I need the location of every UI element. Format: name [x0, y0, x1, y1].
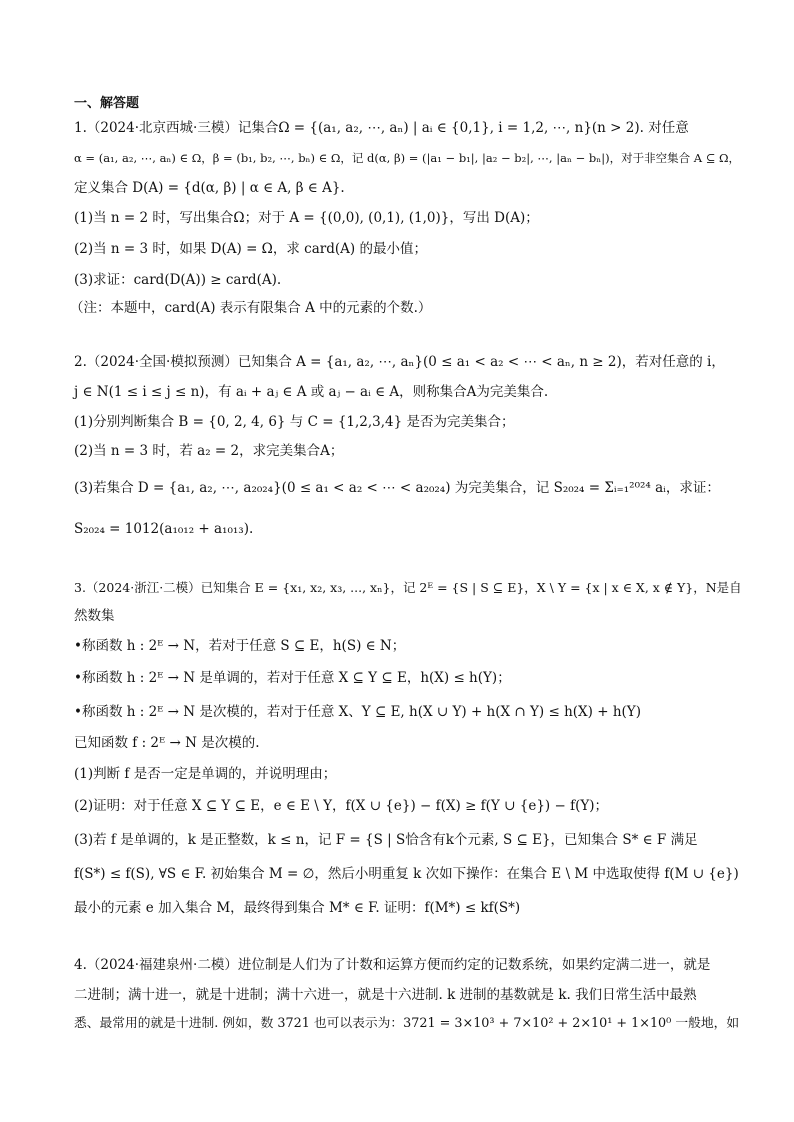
- section-title: 一、解答题: [74, 96, 140, 111]
- problem-2-line-2: j ∈ N(1 ≤ i ≤ j ≤ n)，有 aᵢ + aⱼ ∈ A 或 aⱼ − aᵢ ∈ A，则称集合A为完美集合.: [74, 384, 549, 400]
- problem-3-part-3-cont: f(S*) ≤ f(S), ∀S ∈ F. 初始集合 M = ∅，然后小明重复 k 次如下操作：在集合 E \ M 中选取使得 f(M ∪ {e}): [74, 866, 739, 882]
- problem-2-line-1: 2.（2024·全国·模拟预测）已知集合 A = {a₁, a₂, ⋯, aₙ}(0 ≤ a₁ < a₂ < ⋯ < aₙ, n ≥ 2)，若对任意的 i，: [74, 354, 725, 370]
- problem-3-part-2: (2)证明：对于任意 X ⊆ Y ⊆ E，e ∈ E \ Y，f(X ∪ {e}) − f(X) ≥ f(Y ∪ {e}) − f(Y)；: [74, 798, 609, 814]
- problem-3-bullet-1: •称函数 h : 2ᴱ → N，若对于任意 S ⊆ E，h(S) ∈ N；: [74, 638, 406, 654]
- problem-3-given: 已知函数 f : 2ᴱ → N 是次模的.: [74, 735, 260, 751]
- problem-1-line-3: 定义集合 D(A) = {d(α, β) | α ∈ A, β ∈ A}.: [74, 180, 345, 196]
- problem-3-part-1: (1)判断 f 是否一定是单调的，并说明理由；: [74, 766, 337, 782]
- problem-2-part-2: (2)当 n = 3 时，若 a₂ = 2，求完美集合A；: [74, 443, 344, 459]
- problem-1-line-2: α = (a₁, a₂, ⋯, aₙ) ∈ Ω，β = (b₁, b₂, ⋯, bₙ) ∈ Ω，记 d(α, β) = (|a₁ − b₁|, |a₂ − b₂|, ⋯, |aₙ − bₙ|)，对于非空集合 A ⊆ Ω，: [74, 151, 741, 165]
- problem-2-part-1: (1)分别判断集合 B = {0, 2, 4, 6} 与 C = {1,2,3,4} 是否为完美集合；: [74, 414, 515, 430]
- problem-3-line-2: 然数集: [74, 608, 115, 624]
- problem-3-line-1: 3.（2024·浙江·二模）已知集合 E = {x₁, x₂, x₃, ..., xₙ}，记 2ᴱ = {S | S ⊆ E}，X \ Y = {x | x ∈ X, x ∉ Y}，N是自: [74, 580, 742, 595]
- problem-3-bullet-2: •称函数 h : 2ᴱ → N 是单调的，若对于任意 X ⊆ Y ⊆ E，h(X) ≤ h(Y)；: [74, 670, 511, 686]
- problem-1-part-3: (3)求证：card(D(A)) ≥ card(A).: [74, 272, 282, 288]
- problem-1-part-1: (1)当 n = 2 时，写出集合Ω；对于 A = {(0,0), (0,1), (1,0)}，写出 D(A)；: [74, 210, 539, 226]
- problem-2-formula: S₂₀₂₄ = 1012(a₁₀₁₂ + a₁₀₁₃).: [74, 521, 254, 537]
- problem-3-part-3: (3)若 f 是单调的，k 是正整数，k ≤ n，记 F = {S | S恰含有k个元素, S ⊆ E}，已知集合 S* ∈ F 满足: [74, 832, 698, 848]
- problem-3-bullet-3: •称函数 h : 2ᴱ → N 是次模的，若对于任意 X、Y ⊆ E, h(X ∪ Y) + h(X ∩ Y) ≤ h(X) + h(Y): [74, 704, 641, 720]
- problem-1-part-2: (2)当 n = 3 时，如果 D(A) = Ω，求 card(A) 的最小值；: [74, 241, 427, 257]
- problem-4-line-3: 悉、最常用的就是十进制. 例如，数 3721 也可以表示为：3721 = 3×10³ + 7×10² + 2×10¹ + 1×10⁰ 一般地，如: [74, 1016, 740, 1031]
- problem-1-line-1: 1.（2024·北京西城·三模）记集合Ω = {(a₁, a₂, ⋯, aₙ) | aᵢ ∈ {0,1}, i = 1,2, ⋯, n}(n > 2). 对任意: [74, 120, 689, 136]
- problem-1-note: （注：本题中，card(A) 表示有限集合 A 中的元素的个数.）: [70, 300, 432, 316]
- problem-4-line-1: 4.（2024·福建泉州·二模）进位制是人们为了计数和运算方便而约定的记数系统，如果约定满二进一，就是: [74, 957, 711, 973]
- problem-3-part-3-end: 最小的元素 e 加入集合 M，最终得到集合 M* ∈ F. 证明：f(M*) ≤ kf(S*): [74, 900, 521, 916]
- problem-2-part-3: (3)若集合 D = {a₁, a₂, ⋯, a₂₀₂₄}(0 ≤ a₁ < a₂ < ⋯ < a₂₀₂₄) 为完美集合，记 S₂₀₂₄ = Σᵢ₌₁²⁰²⁴ aᵢ，求证：: [74, 480, 720, 496]
- problem-4-line-2: 二进制；满十进一，就是十进制；满十六进一，就是十六进制. k 进制的基数就是 k. 我们日常生活中最熟: [74, 987, 697, 1003]
